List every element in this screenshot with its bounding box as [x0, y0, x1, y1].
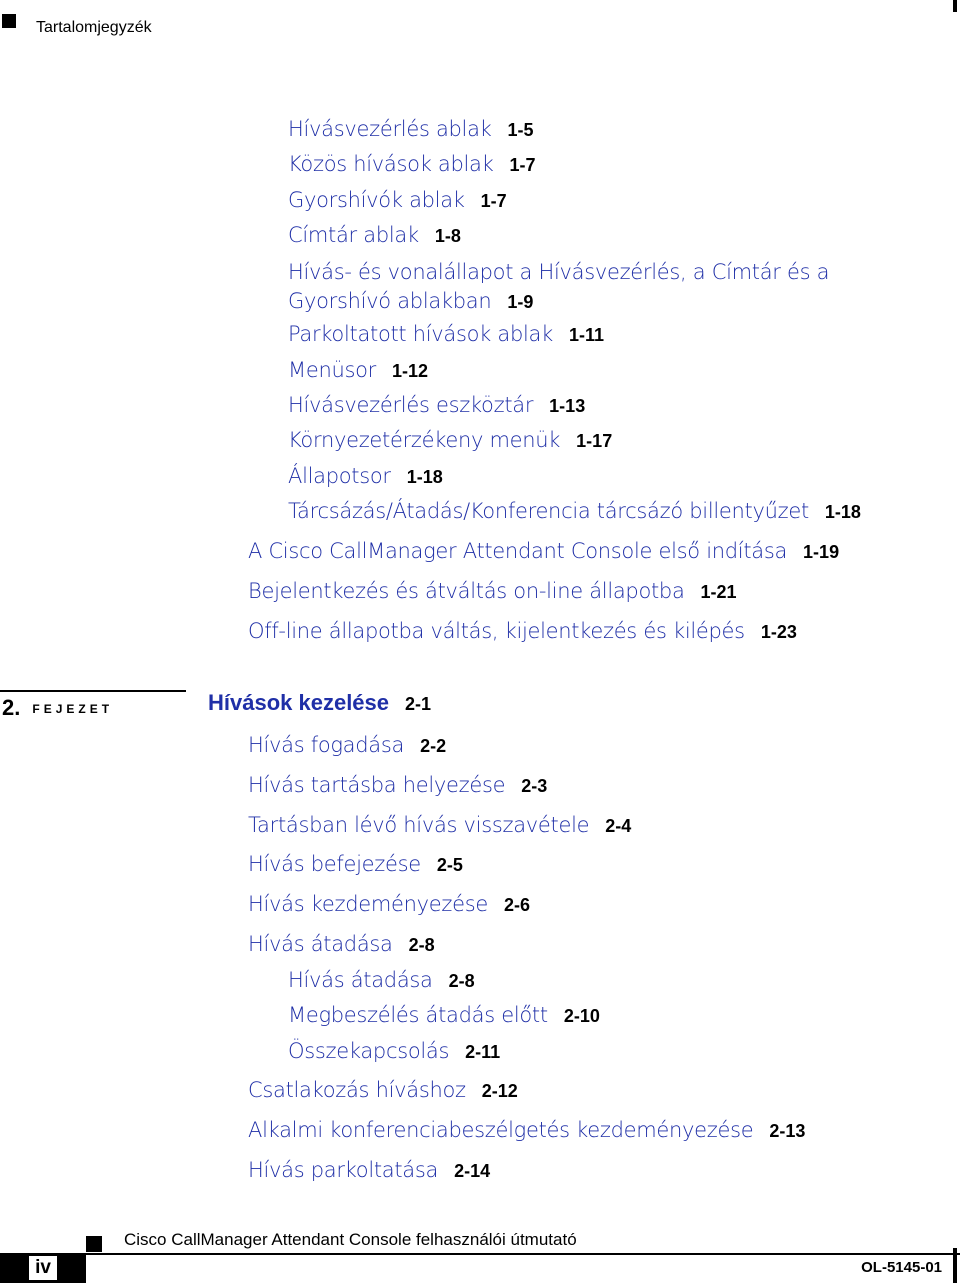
toc-entry-page: 2-12	[481, 1081, 518, 1101]
toc-entry[interactable]	[248, 1157, 490, 1184]
chapter-word: FEJEZET	[32, 702, 114, 716]
toc-entry-text: Hívás fogadása	[248, 733, 405, 757]
toc-entry[interactable]	[288, 321, 604, 348]
toc-entry[interactable]	[288, 1002, 600, 1029]
toc-entry-text: Menüsor	[288, 358, 376, 382]
toc-entry-text: Hívás kezdeményezése	[248, 892, 488, 916]
toc-entry[interactable]	[288, 357, 428, 384]
toc-entry-page: 1-18	[824, 502, 861, 522]
header-title: Tartalomjegyzék	[36, 19, 152, 36]
toc-entry-text: Gyorshívók ablak	[288, 188, 465, 212]
chapter-label	[2, 695, 113, 721]
toc-entry-page: 1-11	[568, 325, 605, 345]
chapter-title-page: 2-1	[405, 694, 432, 714]
toc-entry-page: 2-14	[454, 1161, 491, 1181]
toc-entry-page: 2-13	[769, 1121, 806, 1141]
toc-entry-page: 1-12	[391, 361, 429, 381]
toc-entry-text: Címtár ablak	[288, 223, 419, 247]
toc-entry-page: 2-6	[503, 895, 530, 915]
toc-entry-text: Megbeszélés átadás előtt	[288, 1003, 548, 1027]
toc-entry[interactable]	[288, 222, 461, 249]
toc-entry[interactable]	[248, 891, 530, 918]
toc-entry[interactable]	[248, 1077, 518, 1104]
toc-entry-text: Parkoltatott hívások ablak	[288, 322, 553, 346]
page-header	[0, 0, 960, 40]
toc-entry-text: Bejelentkezés és átváltás on-line állapotba	[248, 579, 685, 603]
toc-entry-page: 1-9	[507, 292, 534, 312]
toc-entry[interactable]	[248, 1117, 805, 1144]
toc-entry-text: Állapotsor	[288, 464, 391, 488]
toc-entry-text: Hívás átadása	[248, 932, 393, 956]
chapter-number: 2.	[2, 695, 21, 720]
toc-entry-text: Tartásban lévő hívás visszavétele	[248, 813, 590, 837]
toc-entry[interactable]	[288, 463, 443, 490]
toc-entry-text: Összekapcsolás	[288, 1039, 450, 1063]
toc-entry-page: 1-7	[480, 191, 507, 211]
toc-entry[interactable]	[248, 538, 839, 565]
toc-entry-page: 1-7	[509, 155, 536, 175]
toc-entry-text: Hívás parkoltatása	[248, 1158, 439, 1182]
toc-entry-page: 1-21	[700, 582, 737, 602]
toc-entry[interactable]	[248, 772, 547, 799]
toc-entry[interactable]	[248, 812, 631, 839]
toc-entry-text: Hívásvezérlés eszköztár	[288, 393, 534, 417]
toc-entry-text: Hívás átadása	[288, 968, 433, 992]
toc-entry-page: 1-5	[507, 120, 534, 140]
toc-entry-page: 2-10	[563, 1006, 600, 1026]
page-number-box	[0, 1253, 86, 1283]
toc-entry[interactable]	[288, 187, 507, 214]
toc-entry-page: 2-5	[436, 855, 463, 875]
toc-entry-page: 1-13	[549, 396, 586, 416]
toc-entry[interactable]	[288, 392, 585, 419]
toc-entry[interactable]	[288, 427, 612, 454]
toc-entry-page: 2-8	[408, 935, 435, 955]
toc-entry-text: Hívásvezérlés ablak	[288, 117, 492, 141]
toc-entry-page: 1-18	[406, 467, 443, 487]
toc-entry[interactable]	[248, 931, 435, 958]
header-edge-mark	[953, 0, 957, 12]
toc-entry-text: Off-line állapotba váltás, kijelentkezés és kilépés	[248, 619, 745, 643]
toc-entry[interactable]	[248, 618, 797, 645]
toc-entry-text: Hívás- és vonalállapot a Hívásvezérlés, a Címtár és a Gyorshívó ablakban	[288, 260, 830, 313]
footer-rule	[86, 1253, 960, 1255]
toc-entry-text: Hívás befejezése	[248, 852, 421, 876]
toc-entry-page: 2-4	[605, 816, 632, 836]
toc-entry[interactable]	[288, 116, 534, 143]
toc-entry-page: 2-3	[521, 776, 548, 796]
toc-entry-text: Közös hívások ablak	[288, 152, 494, 176]
toc-entry-page: 1-17	[576, 431, 613, 451]
footer-marker	[86, 1236, 102, 1252]
toc-entry-page: 1-23	[760, 622, 797, 642]
chapter-title[interactable]	[208, 690, 431, 716]
toc-entry[interactable]	[288, 498, 861, 525]
footer-edge-mark	[953, 1248, 957, 1283]
footer-title: Cisco CallManager Attendant Console felhasználói útmutató	[124, 1230, 577, 1249]
toc-entry-page: 2-2	[420, 736, 447, 756]
toc-entry-page: 2-8	[448, 971, 475, 991]
toc-entry-text: Csatlakozás híváshoz	[248, 1078, 466, 1102]
chapter-rule	[0, 690, 186, 692]
toc-entry[interactable]	[248, 732, 446, 759]
toc-entry-text: A Cisco CallManager Attendant Console első indítása	[248, 539, 788, 563]
toc-entry[interactable]	[288, 151, 536, 178]
toc-entry-page: 1-8	[434, 226, 461, 246]
toc-entry[interactable]	[248, 578, 737, 605]
toc-entry[interactable]	[288, 967, 475, 994]
toc-entry-page: 2-11	[465, 1042, 501, 1062]
chapter-title-text: Hívások kezelése	[208, 690, 390, 715]
toc-entry-text: Tárcsázás/Átadás/Konferencia tárcsázó billentyűzet	[288, 499, 809, 523]
document-id: OL-5145-01	[861, 1259, 942, 1276]
toc-entry-page: 1-19	[803, 542, 840, 562]
header-marker	[2, 14, 16, 28]
toc-entry[interactable]	[288, 1038, 500, 1065]
toc-entry[interactable]	[288, 258, 928, 317]
page-number: iv	[29, 1256, 57, 1280]
toc-entry[interactable]	[248, 851, 463, 878]
toc-entry-text: Hívás tartásba helyezése	[248, 773, 506, 797]
toc-entry-text: Környezetérzékeny menük	[288, 428, 561, 452]
toc-entry-text: Alkalmi konferenciabeszélgetés kezdeményezése	[248, 1118, 754, 1142]
